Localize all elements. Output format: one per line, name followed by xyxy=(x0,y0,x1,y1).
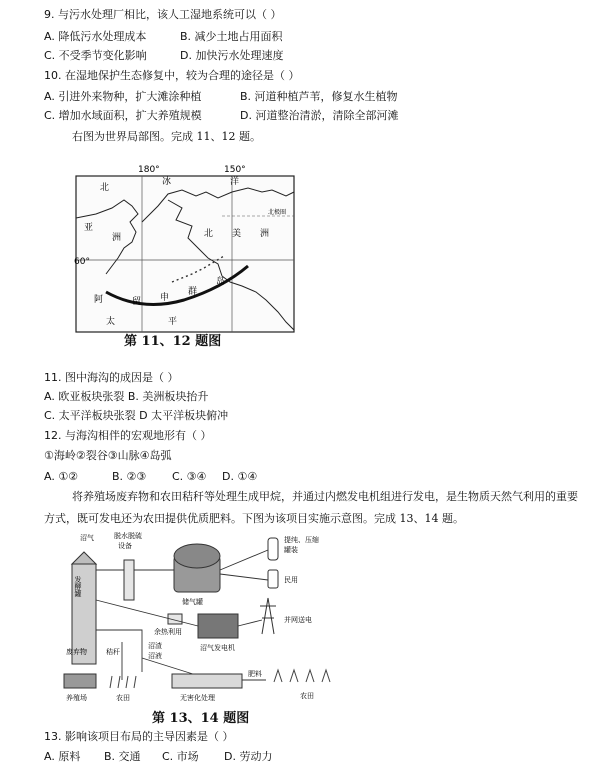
bottle-label: 提纯、压缩 xyxy=(284,536,319,544)
map-label-dao: 岛 xyxy=(216,277,226,287)
storage-dome xyxy=(174,544,220,568)
q10-options-row2 xyxy=(44,109,584,123)
q9-options-row1 xyxy=(44,30,584,44)
q13-stem: 13. 影响该项目布局的主导因素是（ ） xyxy=(44,730,234,743)
q12-option-c: C. ③④ xyxy=(172,470,207,483)
harmless-label: 无害化处理 xyxy=(180,694,215,702)
fertilizer-label: 肥料 xyxy=(248,670,262,678)
field-crops xyxy=(110,676,136,688)
q13-14-intro-paragraph: 将养殖场废弃物和农田秸秆等处理生成甲烷，并通过内燃发电机组进行发电，是生物质天然气利用的重要方式，既可发电还为农田提供优质肥料。下图为该项目实施示意图。完成 13、14 题。 xyxy=(44,490,578,525)
q12-option-d: D. ①④ xyxy=(222,470,258,483)
digester-label: 发酵罐 xyxy=(74,576,82,597)
desulf-label: 脱水脱硫 xyxy=(114,532,142,540)
q13-option-a: A. 原料 xyxy=(44,750,81,763)
q10-stem: 10. 在湿地保护生态修复中，较为合理的途径是（ ） xyxy=(44,69,300,82)
grid-tower-icon xyxy=(260,598,276,634)
q9-option-c: C. 不受季节变化影响 xyxy=(44,49,147,62)
lon-label-150: 150° xyxy=(224,165,246,175)
q11-stem: 11. 图中海沟的成因是（ ） xyxy=(44,371,179,384)
residential-label: 民用 xyxy=(284,576,298,584)
map-caption: 第 11、12 题图 xyxy=(124,334,222,349)
q11-options-cd: C. 太平洋板块张裂 D 太平洋板块俯冲 xyxy=(44,409,229,422)
q9-option-d: D. 加快污水处理速度 xyxy=(180,49,284,62)
map-label-ya: 亚 xyxy=(84,223,94,233)
q10-option-a: A. 引进外来物种，扩大滩涂种植 xyxy=(44,90,202,103)
map-label-qun: 群 xyxy=(188,287,198,297)
map-label-north: 北 xyxy=(100,183,110,193)
bottle-label2: 罐装 xyxy=(284,546,298,554)
map-label-a: 阿 xyxy=(94,295,104,305)
q12-option-b: B. ②③ xyxy=(112,470,147,483)
q9-stem: 9. 与污水处理厂相比，该人工湿地系统可以（ ） xyxy=(44,8,282,21)
farmland-label: 农田 xyxy=(300,692,314,700)
generator-label: 沼气发电机 xyxy=(200,644,235,652)
q10-option-c: C. 增加水域面积，扩大养殖规模 xyxy=(44,109,202,122)
q13-option-c: C. 市场 xyxy=(162,750,199,763)
map-label-liu: 留 xyxy=(132,297,142,307)
lat-label-60: 60° xyxy=(74,257,90,267)
q9-option-b: B. 减少土地占用面积 xyxy=(180,30,283,43)
slurry1-label: 沼渣 xyxy=(148,642,162,650)
q13-option-d: D. 劳动力 xyxy=(224,750,273,763)
map-label-tai: 太 xyxy=(106,317,116,327)
q11-options-ab: A. 欧亚板块张裂 B. 美洲板块抬升 xyxy=(44,390,209,403)
generator-unit xyxy=(198,614,238,638)
map-label-bei: 北 xyxy=(204,229,214,239)
farm-label: 养殖场 xyxy=(66,694,87,702)
gas-bottle xyxy=(268,538,278,560)
map-label-bing: 冰 xyxy=(162,177,172,187)
map-label-shen: 申 xyxy=(160,293,170,303)
slurry2-label: 沼液 xyxy=(148,652,162,660)
residential-icon xyxy=(268,570,278,588)
straw-label: 秸秆 xyxy=(106,648,120,656)
map-label-zhou2: 洲 xyxy=(260,229,270,239)
digester-roof xyxy=(72,552,96,564)
q12-option-a: A. ①② xyxy=(44,470,79,483)
waste-label: 废弃物 xyxy=(66,648,87,656)
q12-options xyxy=(44,470,344,484)
q9-options-row2 xyxy=(44,49,584,63)
q10-option-b: B. 河道种植芦苇，修复水生植物 xyxy=(240,90,398,103)
q13-options xyxy=(44,750,344,764)
world-map-figure xyxy=(72,162,298,350)
harmless-treatment xyxy=(172,674,242,688)
farmland-crops xyxy=(274,670,330,682)
waste-heat-label: 余热利用 xyxy=(154,628,182,636)
q10-options-row1 xyxy=(44,90,584,104)
equip-label: 设备 xyxy=(118,542,132,550)
map-label-arctic-circle: 北极圈 xyxy=(268,209,287,216)
desulf-equipment xyxy=(124,560,134,600)
map-label-ping: 平 xyxy=(168,317,178,327)
q12-items: ①海岭②裂谷③山脉④岛弧 xyxy=(44,449,172,462)
lon-label-180: 180° xyxy=(138,165,160,175)
q9-option-a: A. 降低污水处理成本 xyxy=(44,30,147,43)
map-label-yang: 洋 xyxy=(230,177,240,187)
map-label-mei: 美 xyxy=(232,229,242,239)
biogas-project-diagram xyxy=(62,530,362,706)
biogas-label: 沼气 xyxy=(80,534,94,542)
q10-option-d: D. 河道整治清淤，清除全部河滩 xyxy=(240,109,399,122)
map-frame xyxy=(76,176,294,332)
farm-building xyxy=(64,674,96,688)
map-label-zhou: 洲 xyxy=(112,233,122,243)
grid-label: 并网送电 xyxy=(284,616,312,624)
q12-stem: 12. 与海沟相伴的宏观地形有（ ） xyxy=(44,429,212,442)
q13-option-b: B. 交通 xyxy=(104,750,141,763)
field-label: 农田 xyxy=(116,694,130,702)
diagram-caption: 第 13、14 题图 xyxy=(152,711,250,726)
storage-label: 储气罐 xyxy=(182,598,203,606)
map-intro: 右图为世界局部图。完成 11、12 题。 xyxy=(72,130,261,143)
